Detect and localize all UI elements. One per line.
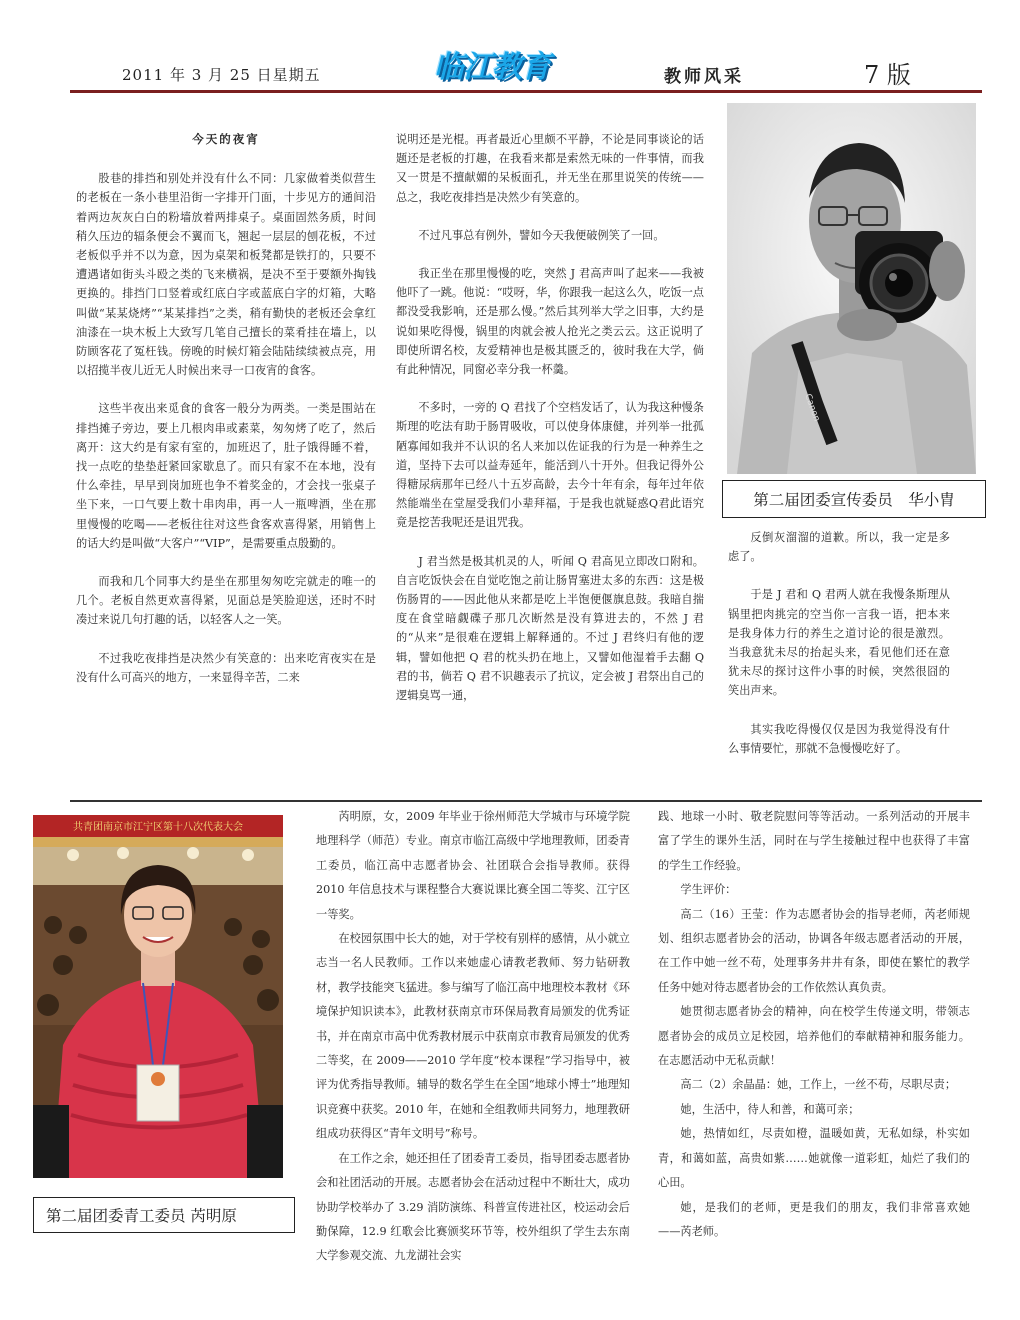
paragraph: 股巷的排挡和别处并没有什么不同：几家做着类似营生的老板在一条小巷里沿街一字排开门面，十步见方的通间沿着两边灰灰白白的粉墙放着两排桌子。桌面固然务质，时间稍久压边的辐条便会不翼而飞，翘起一层层的刨花板，不过老板似乎并不以为意，因为桌架和板凳都是铁打的，只要不遭遇诸如街头斗殴之类的飞来横祸，是决不至于要额外掏钱更换的。排挡门口竖着或红底白字或蓝底白字的灯箱，大略叫做“某某烧烤”“某某排挡”之类，稍有勤快的老板还会拿红油漆在一块木板上大致写几笔自己擅长的菜肴挂在墙上，以防顾客花了冤枉钱。傍晚的时候灯箱会陆陆续续被点亮，用以招揽半夜儿近无人时候出来寻一口夜宵的食客。 [76,172,376,378]
paragraph: 不过我吃夜排挡是决然少有笑意的：出来吃宵夜实在是没有什么可高兴的地方，一来显得辛苦，二来 [76,651,376,684]
banner-text: 共青团南京市江宁区第十八次代表大会 [73,822,243,833]
paragraph: 不过凡事总有例外，譬如今天我便破例笑了一回。 [418,228,665,242]
camera-strap-brand: Canon [802,392,822,424]
paragraph: 而我和几个同事大约是坐在那里匆匆吃完就走的唯一的几个。老板自然更欢喜得紧，见面总是笑脸迎送，还时不时凑过来说几句打趣的话，以轻客人之一笑。 [76,575,376,627]
paragraph: 我正坐在那里慢慢的吃，突然 J 君高声叫了起来——我被他吓了一跳。他说：“哎呀，华，你跟我一起这么久，吃饭一点都没受我影响，还是那么慢。”然后其列举大学之旧事，大约是说如果吃得慢，锅里的肉就会被人抢光之类云云。这正说明了即使所谓名校，友爱精神也是极其匮乏的，彼时我在大学，倘有此种情况，同窗必幸分我一杯羹。 [396,267,704,377]
paragraph: 践、地球一小时、敬老院慰问等等活动。一系列活动的开展丰富了学生的课外生活，同时在与学生接触过程中也获得了丰富的学生工作经验。 [658,810,970,872]
paragraph: 说明还是光棍。再者最近心里颇不平静，不论是同事谈论的话题还是老板的打趣，在我看来都是索然无味的一件事情，而我又一贯是不擅献媚的呆板面孔，并无坐在那里说笑的传统——总之，我吃夜排挡是决然少有笑意的。 [396,133,704,204]
paragraph: 芮明原，女，2009 年毕业于徐州师范大学城市与环境学院地理科学（师范）专业。南京市临江高级中学地理教师，团委青工委员，临江高中志愿者协会、社团联合会指导教师。获得 2010 年信息技术与课程整合大赛说课比赛全国二等奖、江宁区一等奖。 [316,810,630,921]
paragraph: 高二（2）余晶晶：她，工作上，一丝不苟，尽职尽责； [680,1078,957,1092]
paragraph: 她，热情如红，尽责如橙，温暖如黄，无私如绿，朴实如青，和蔼如蓝，高贵如紫……她就像一道彩虹，灿烂了我们的心田。 [658,1127,970,1190]
paragraph: J 君当然是极其机灵的人，听闻 Q 君高见立即改口附和。自言吃饭快会在自觉吃饱之前让肠胃塞进太多的东西：这是极伤肠胃的——因此他从来都是吃上半饱便偃旗息鼓。我暗自揣度在食堂暗觑碟子那几次断然是没有算进去的，不然 J 君的“从来”是很难在逻辑上解释通的。不过 J 君终归有他的逻辑，譬如他把 Q 君的枕头扔在地上，又譬如他湿着手去翻 Q 君的书，倘若 Q 君不识趣表示了抗议，定会被 J 君祭出自己的逻辑臭骂一通， [396,554,704,703]
paragraph: 这些半夜出来觅食的食客一般分为两类。一类是围站在排挡摊子旁边，要上几根肉串或素菜，匆匆烤了吃了，然后离开：这大约是有家有室的，加班迟了，肚子饿得睡不着，找一点吃的垫垫赶紧回家歇息了。而只有家不在本地，没有什么牵挂，早早到岗加班也争不着奖金的，才会找一张桌子坐下来，一口气要上数十串肉串，再一人一瓶啤酒，坐在那里慢慢的吃喝——老板往往对这些食客欢喜得紧，用销售上的话大约是叫做“大客户”“VIP”，是需要重点殷勤的。 [76,402,376,550]
article-column-1 [76,130,376,706]
paragraph: 其实我吃得慢仅仅是因为我觉得没有什么事情要忙，那就不急慢慢吃好了。 [728,722,950,755]
article-column-2 [396,130,704,724]
photo-caption-female: 第二届团委青工委员 芮明原 [33,1197,295,1233]
photo-caption-male: 第二届团委宣传委员 华小胄 [722,480,986,518]
paragraph: 学生评价： [680,883,737,897]
newspaper-logo: 临江教育 [434,50,550,85]
paragraph: 她贯彻志愿者协会的精神，向在校学生传递文明，带领志愿者协会的成员立足校园，培养他们的奉献精神和服务能力。在志愿活动中无私贡献！ [658,1005,970,1068]
paragraph: 她，生活中，待人和善，和蔼可亲； [680,1102,860,1116]
paragraph: 在工作之余，她还担任了团委青工委员，指导团委志愿者协会和社团活动的开展。志愿者协会在活动过程中不断壮大，成功协助学校举办了 3.29 消防演练、科普宣传进社区，校运动会后勤保障，12.9 红歌会比赛颁奖环节等，校外组织了学生去东南大学参观交流、九龙湖社会实 [316,1151,630,1263]
section-title: 教师风采 [664,67,744,87]
photographer-photo-art [727,103,976,474]
paragraph: 反倒灰溜溜的道歉。所以，我一定是多虑了。 [728,531,950,564]
page-number: 7 版 [864,61,911,89]
profile-column-1 [316,805,630,1269]
article-title: 今天的夜宵 [192,132,260,146]
profile-column-2 [658,805,970,1244]
photographer-photo [727,103,976,474]
issue-date: 2011 年 3 月 25 日星期五 [122,66,321,84]
paragraph: 在校园氛围中长大的她，对于学校有别样的感情，从小就立志当一名人民教师。工作以来她虚心请教老教师、努力钻研教材，教学技能突飞猛进。参与编写了临江高中地理校本教材《环境保护知识读本》，此教材获南京市环保局教育局颁发的优秀证书，并在南京市高中优秀教材展示中获南京市教育局颁发的优秀二等奖，在 2009——2010 学年度“校本课程”学习指导中，被评为优秀指导教师。辅导的数名学生在全国“地球小博士”地理知识竞赛中获奖。2010 年，在她和全组教师共同努力，地理教研组成功获得区“青年文明号”称号。 [316,932,630,1141]
teacher-portrait-photo [33,815,283,1178]
section-divider [70,800,982,802]
paragraph: 于是 J 君和 Q 君两人就在我慢条斯理从锅里把肉挑完的空当你一言我一语，把本来是我身体力行的养生之道讨论的很是激烈。当我意犹未尽的抬起头来，看见他们还在意犹未尽的探讨这件小事的时候，突然很囧的笑出声来。 [728,588,950,698]
teacher-portrait-art [33,815,283,1178]
paragraph: 高二（16）王莹：作为志愿者协会的指导老师，芮老师规划、组织志愿者协会的活动，协调各年级志愿者活动的开展，在工作中她一丝不苟，处理事务井井有条，即使在繁忙的教学任务中她对待志愿者协会的工作依然认真负责。 [658,907,970,994]
paragraph: 不多时，一旁的 Q 君找了个空档发话了，认为我这种慢条斯理的吃法有助于肠胃吸收，可以使身体康健，并列举一批孤陋寡闻如我并不认识的名人来加以佐证我的行为是一种养生之道，坚持下去可以益寿延年，能活到八十开外。但我记得外公得糖尿病那年已经八十五岁高龄，去今十年有余，每年过年依然能端坐在堂屋受我们小辈拜福，于是我也就疑惑Q君此语究竟是挖苦我呢还是诅咒我。 [396,401,704,530]
article-column-3 [728,528,950,777]
paragraph: 她，是我们的老师，更是我们的朋友，我们非常喜欢她——芮老师。 [658,1200,970,1238]
header-rule [70,90,982,93]
